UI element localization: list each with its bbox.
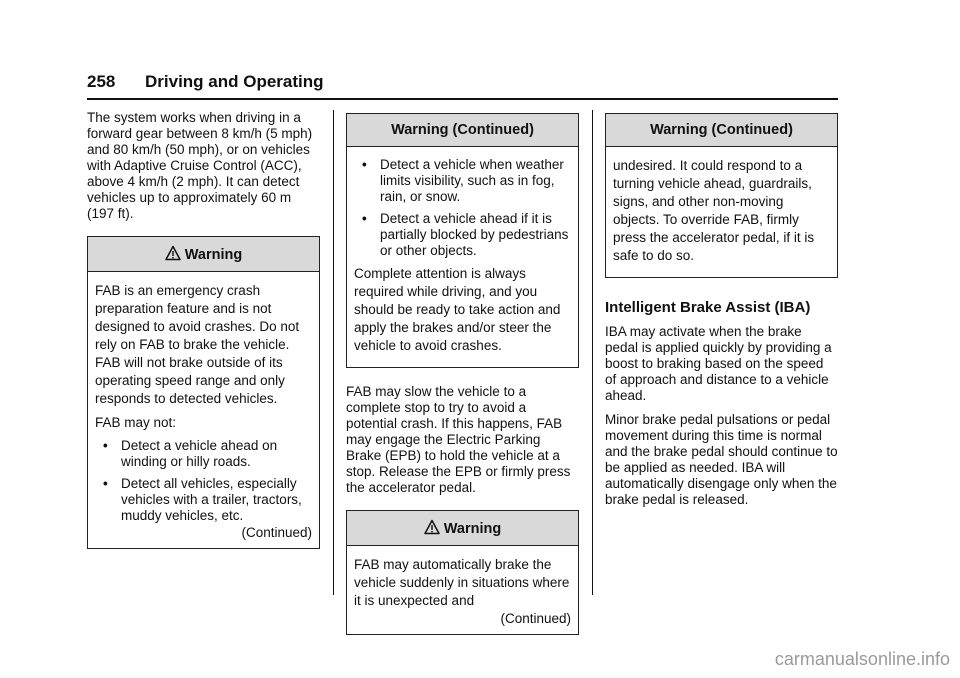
body-paragraph: FAB may slow the vehicle to a complete stop to try to avoid a potential crash. If this happens, FAB may engage the Electric Parking Brake (EPB) to hold the vehicle at a stop. Release the EPB or firmly press the accelerator pedal. — [346, 384, 571, 495]
list-item-text: Detect a vehicle when weather limits visibility, such as in fog, rain, or snow. — [380, 157, 564, 204]
bullet-mark: • — [362, 157, 367, 172]
list-item — [362, 157, 571, 205]
warning-triangle-icon — [424, 519, 440, 535]
bullet-mark: • — [103, 476, 108, 491]
column-3 — [605, 110, 838, 516]
page-number: 258 — [87, 72, 116, 91]
warning-box-header — [88, 237, 319, 272]
warning-text: Complete attention is always required while driving, and you should be ready to take action and apply the brakes and/or steer the vehicle to avoid crashes. — [354, 266, 561, 353]
warning-box-continued — [605, 113, 838, 278]
column-divider — [592, 110, 593, 595]
list-item-text: Detect all vehicles, especially vehicles with a trailer, tractors, muddy vehicles, etc. — [121, 476, 302, 523]
warning-box-continued — [346, 113, 579, 368]
warning-box-header — [347, 511, 578, 546]
warning-box-header: Warning (Continued) — [606, 114, 837, 147]
warning-box-body — [88, 272, 319, 548]
warning-box-body — [347, 147, 578, 367]
column-divider — [333, 110, 334, 595]
section-title: Driving and Operating — [145, 72, 324, 91]
warning-title: Warning — [443, 521, 502, 537]
warning-box-header: Warning (Continued) — [347, 114, 578, 147]
page-header — [87, 72, 838, 100]
list-item — [103, 438, 312, 470]
warning-title: Warning — [184, 247, 243, 263]
warning-box-body — [347, 546, 578, 634]
intro-paragraph: The system works when driving in a forward gear between 8 km/h (5 mph) and 80 km/h (50 mph), or on vehicles with Adaptive Cruise Control (ACC), above 4 km/h (2 mph). It can detect vehicles up to approximately 60 m (197 ft). — [87, 110, 313, 221]
warning-text: FAB is an emergency crash preparation feature and is not designed to avoid crashes. Do not rely on FAB to brake the vehicle. FAB will not brake outside of its operating speed range and only responds to detected vehicles. — [95, 283, 300, 406]
list-item — [103, 476, 312, 524]
warning-text: FAB may automatically brake the vehicle suddenly in situations where it is unexpected and — [354, 557, 570, 608]
subsection-heading: Intelligent Brake Assist (IBA) — [605, 299, 811, 316]
warning-text: FAB may not: — [95, 415, 177, 430]
continued-label: (Continued) — [500, 611, 571, 626]
warning-triangle-icon — [165, 245, 181, 261]
continued-label: (Continued) — [241, 525, 312, 540]
bullet-mark: • — [103, 438, 108, 453]
warning-box — [87, 236, 320, 549]
column-1 — [87, 110, 320, 549]
list-item-text: Detect a vehicle ahead on winding or hilly roads. — [121, 438, 278, 469]
bullet-mark: • — [362, 211, 367, 226]
warning-box — [346, 510, 579, 635]
warning-box-body — [606, 147, 837, 277]
list-item — [362, 211, 571, 259]
body-paragraph: IBA may activate when the brake pedal is applied quickly by providing a boost to braking based on the speed of approach and distance to a vehicle ahead. — [605, 324, 832, 403]
column-2 — [346, 110, 579, 635]
list-item-text: Detect a vehicle ahead if it is partially blocked by pedestrians or other objects. — [380, 211, 569, 258]
warning-text: undesired. It could respond to a turning vehicle ahead, guardrails, signs, and other non-moving objects. To override FAB, firmly press the accelerator pedal, if it is safe to do so. — [613, 158, 815, 263]
body-paragraph: Minor brake pedal pulsations or pedal movement during this time is normal and the brake pedal should continue to be applied as needed. IBA will automatically disengage only when the brake pedal is released. — [605, 412, 838, 507]
watermark: carmanualsonline.info — [774, 649, 950, 669]
